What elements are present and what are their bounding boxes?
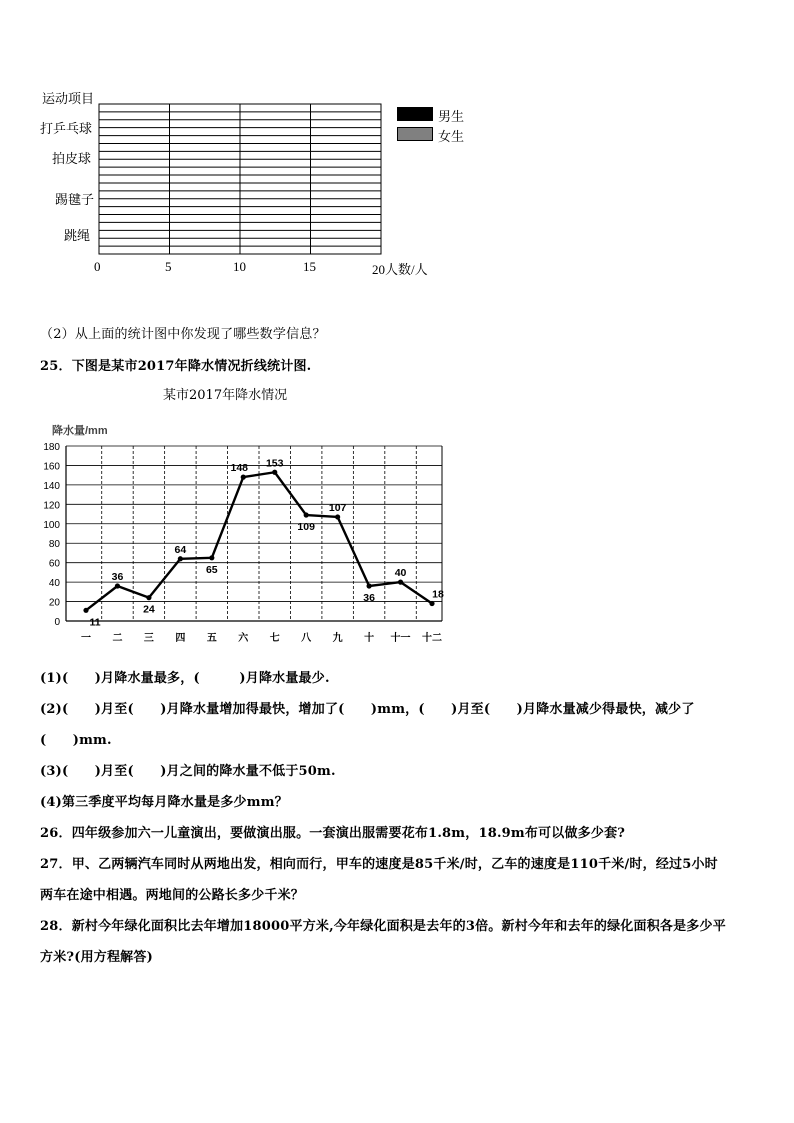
- y-tick-label: 40: [48, 578, 60, 590]
- x-tick-label: 九: [332, 633, 343, 644]
- data-label: 109: [297, 521, 315, 534]
- data-point: [209, 555, 214, 560]
- y-axis-title: 降水量/mm: [52, 425, 108, 437]
- question-28: 28．新村今年绿化面积比去年增加18000平方米,今年绿化面积是去年的3倍。新村今年和去年的绿化面积各是多少平: [40, 919, 726, 934]
- sub-question-1: (1)( )月降水量最多，( )月降水量最少.: [40, 671, 330, 686]
- chart-title: 某市2017年降水情况: [163, 388, 288, 403]
- data-point: [366, 583, 371, 588]
- x-tick-label: 十: [364, 633, 375, 644]
- category-label: 打乒乓球: [40, 122, 93, 137]
- question-27: 27．甲、乙两辆汽车同时从两地出发，相向而行，甲车的速度是85千米/时，乙车的速度是110千米/时，经过5小时: [40, 857, 718, 872]
- data-label: 24: [143, 603, 155, 616]
- x-tick-label: 四: [175, 633, 186, 644]
- data-point: [335, 514, 340, 519]
- question-2: （2）从上面的统计图中你发现了哪些数学信息？: [40, 327, 326, 342]
- data-point: [304, 512, 309, 517]
- category-label: 拍皮球: [52, 152, 92, 167]
- data-point: [178, 556, 183, 561]
- sub-question-4: (4)第三季度平均每月降水量是多少mm？: [40, 795, 288, 810]
- data-point: [272, 470, 277, 475]
- data-label: 148: [230, 462, 249, 475]
- x-tick-label: 15: [303, 259, 316, 274]
- question-27-cont: 两车在途中相遇。两地间的公路长多少千米？: [40, 888, 305, 903]
- line-chart-svg: [36, 418, 456, 650]
- x-tick-label: 十一: [390, 633, 411, 644]
- data-label: 65: [205, 563, 218, 576]
- sub-question-2: (2)( )月至( )月降水量增加得最快，增加了( )mm，( )月至( )月降水量减少得最快，减少了: [40, 702, 695, 717]
- x-tick-label: 20人数/人: [372, 262, 428, 277]
- data-label: 64: [174, 543, 187, 556]
- data-label: 18: [432, 588, 444, 601]
- legend-label: 男生: [438, 110, 465, 125]
- category-label: 踢毽子: [55, 193, 95, 208]
- data-label: 36: [111, 571, 124, 583]
- question-26: 26．四年级参加六一儿童演出，要做演出服。一套演出服需要花布1.8m，18.9m布可以做多少套?: [40, 826, 626, 841]
- question-28-cont: 方米?(用方程解答): [40, 950, 153, 965]
- x-tick-label: 八: [301, 633, 312, 644]
- data-point: [83, 608, 88, 613]
- data-point: [429, 601, 434, 606]
- x-tick-label: 五: [206, 633, 217, 644]
- data-label: 153: [265, 457, 284, 470]
- x-tick-label: 0: [94, 259, 101, 274]
- data-label: 40: [394, 567, 407, 580]
- bar-chart-grid: [98, 103, 382, 255]
- y-tick-label: 100: [43, 519, 60, 531]
- data-point: [115, 583, 120, 588]
- x-tick-label: 十二: [422, 633, 442, 644]
- legend-swatch-boys: [397, 107, 433, 121]
- y-tick-label: 20: [48, 597, 60, 609]
- y-tick-label: 120: [43, 500, 60, 512]
- y-tick-label: 60: [48, 558, 60, 570]
- sub-question-3: (3)( )月至( )月之间的降水量不低于50m.: [40, 764, 336, 779]
- y-tick-label: 80: [48, 539, 60, 551]
- x-tick-label: 三: [143, 633, 154, 644]
- legend-label: 女生: [438, 130, 465, 145]
- data-label: 11: [89, 616, 101, 629]
- x-tick-label: 六: [238, 633, 249, 644]
- data-point: [146, 595, 151, 600]
- category-label: 跳绳: [64, 229, 91, 244]
- y-tick-label: 180: [43, 442, 60, 453]
- y-tick-label: 160: [43, 461, 60, 473]
- x-tick-label: 5: [165, 259, 172, 274]
- x-tick-label: 10: [233, 259, 246, 274]
- x-tick-label: 七: [269, 633, 280, 644]
- bar-chart-y-title: 运动项目: [42, 92, 95, 107]
- y-tick-label: 140: [43, 480, 60, 492]
- data-point: [241, 475, 246, 480]
- y-tick-label: 0: [54, 617, 60, 628]
- legend-swatch-girls: [397, 127, 433, 141]
- sub-question-2-cont: ( )mm.: [40, 733, 112, 748]
- data-point: [398, 580, 403, 585]
- data-label: 36: [363, 592, 375, 604]
- question-25: 25．下图是某市2017年降水情况折线统计图.: [40, 359, 312, 374]
- x-tick-label: 一: [81, 633, 91, 644]
- x-tick-label: 二: [112, 633, 123, 644]
- data-label: 107: [328, 501, 347, 514]
